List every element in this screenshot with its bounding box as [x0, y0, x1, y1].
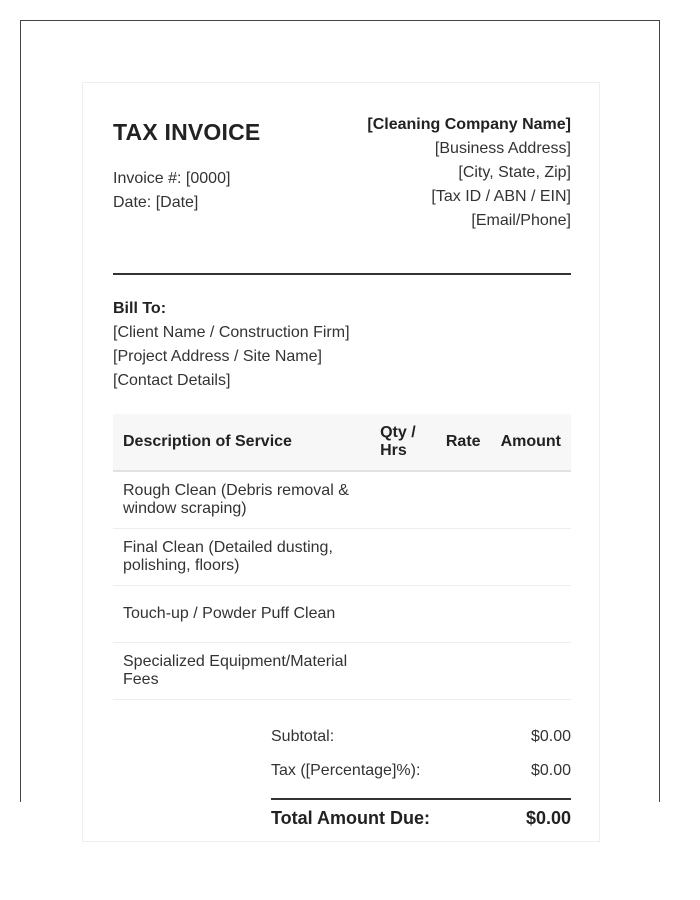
header-divider — [113, 273, 571, 275]
row-description: Rough Clean (Debris removal & window scraping) — [113, 471, 370, 529]
total-due-value: $0.00 — [525, 808, 571, 828]
row-description: Touch-up / Powder Puff Clean — [113, 586, 370, 643]
column-header-rate: Rate — [436, 414, 491, 471]
row-amount — [491, 529, 571, 586]
row-rate — [436, 586, 491, 643]
subtotal-label: Subtotal: — [271, 728, 335, 745]
company-details — [367, 113, 571, 233]
row-description: Final Clean (Detailed dusting, polishing, floors) — [113, 529, 370, 586]
bill-to-contact: [Contact Details] — [113, 372, 231, 389]
total-due-label: Total Amount Due: — [271, 808, 430, 828]
totals-section — [271, 720, 571, 836]
bill-to-section — [113, 297, 571, 393]
table-row — [113, 529, 571, 586]
row-rate — [436, 643, 491, 700]
invoice-info — [113, 113, 260, 215]
table-row — [113, 471, 571, 529]
row-qty — [370, 529, 436, 586]
column-header-amount: Amount — [491, 414, 571, 471]
company-city: [City, State, Zip] — [458, 164, 571, 181]
invoice-title: TAX INVOICE — [113, 119, 261, 145]
tax-label: Tax ([Percentage]%): — [271, 762, 421, 779]
company-tax-id: [Tax ID / ABN / EIN] — [431, 188, 571, 205]
invoice-sheet — [82, 82, 600, 842]
bill-to-label: Bill To: — [113, 300, 167, 317]
services-table — [113, 414, 571, 700]
invoice-meta — [113, 167, 260, 215]
invoice-content — [113, 113, 571, 836]
row-amount — [491, 643, 571, 700]
subtotal-value: $0.00 — [530, 728, 571, 745]
document-frame — [20, 20, 660, 828]
tax-row — [271, 754, 571, 788]
company-contact: [Email/Phone] — [471, 212, 571, 229]
table-row — [113, 643, 571, 700]
bill-to-project: [Project Address / Site Name] — [113, 348, 322, 365]
column-header-description: Description of Service — [113, 414, 370, 471]
company-name: [Cleaning Company Name] — [367, 116, 571, 133]
column-header-qty: Qty / Hrs — [370, 414, 436, 471]
row-rate — [436, 529, 491, 586]
tax-value: $0.00 — [530, 762, 571, 779]
total-due-row — [271, 798, 571, 836]
row-qty — [370, 643, 436, 700]
subtotal-row — [271, 720, 571, 754]
company-address: [Business Address] — [434, 140, 571, 157]
bill-to-client: [Client Name / Construction Firm] — [113, 324, 350, 341]
invoice-number: Invoice #: [0000] — [113, 170, 231, 187]
row-amount — [491, 586, 571, 643]
row-qty — [370, 471, 436, 529]
table-header-row — [113, 414, 571, 471]
row-amount — [491, 471, 571, 529]
invoice-header — [113, 113, 571, 233]
row-rate — [436, 471, 491, 529]
row-qty — [370, 586, 436, 643]
row-description: Specialized Equipment/Material Fees — [113, 643, 370, 700]
invoice-date: Date: [Date] — [113, 194, 199, 211]
table-row — [113, 586, 571, 643]
